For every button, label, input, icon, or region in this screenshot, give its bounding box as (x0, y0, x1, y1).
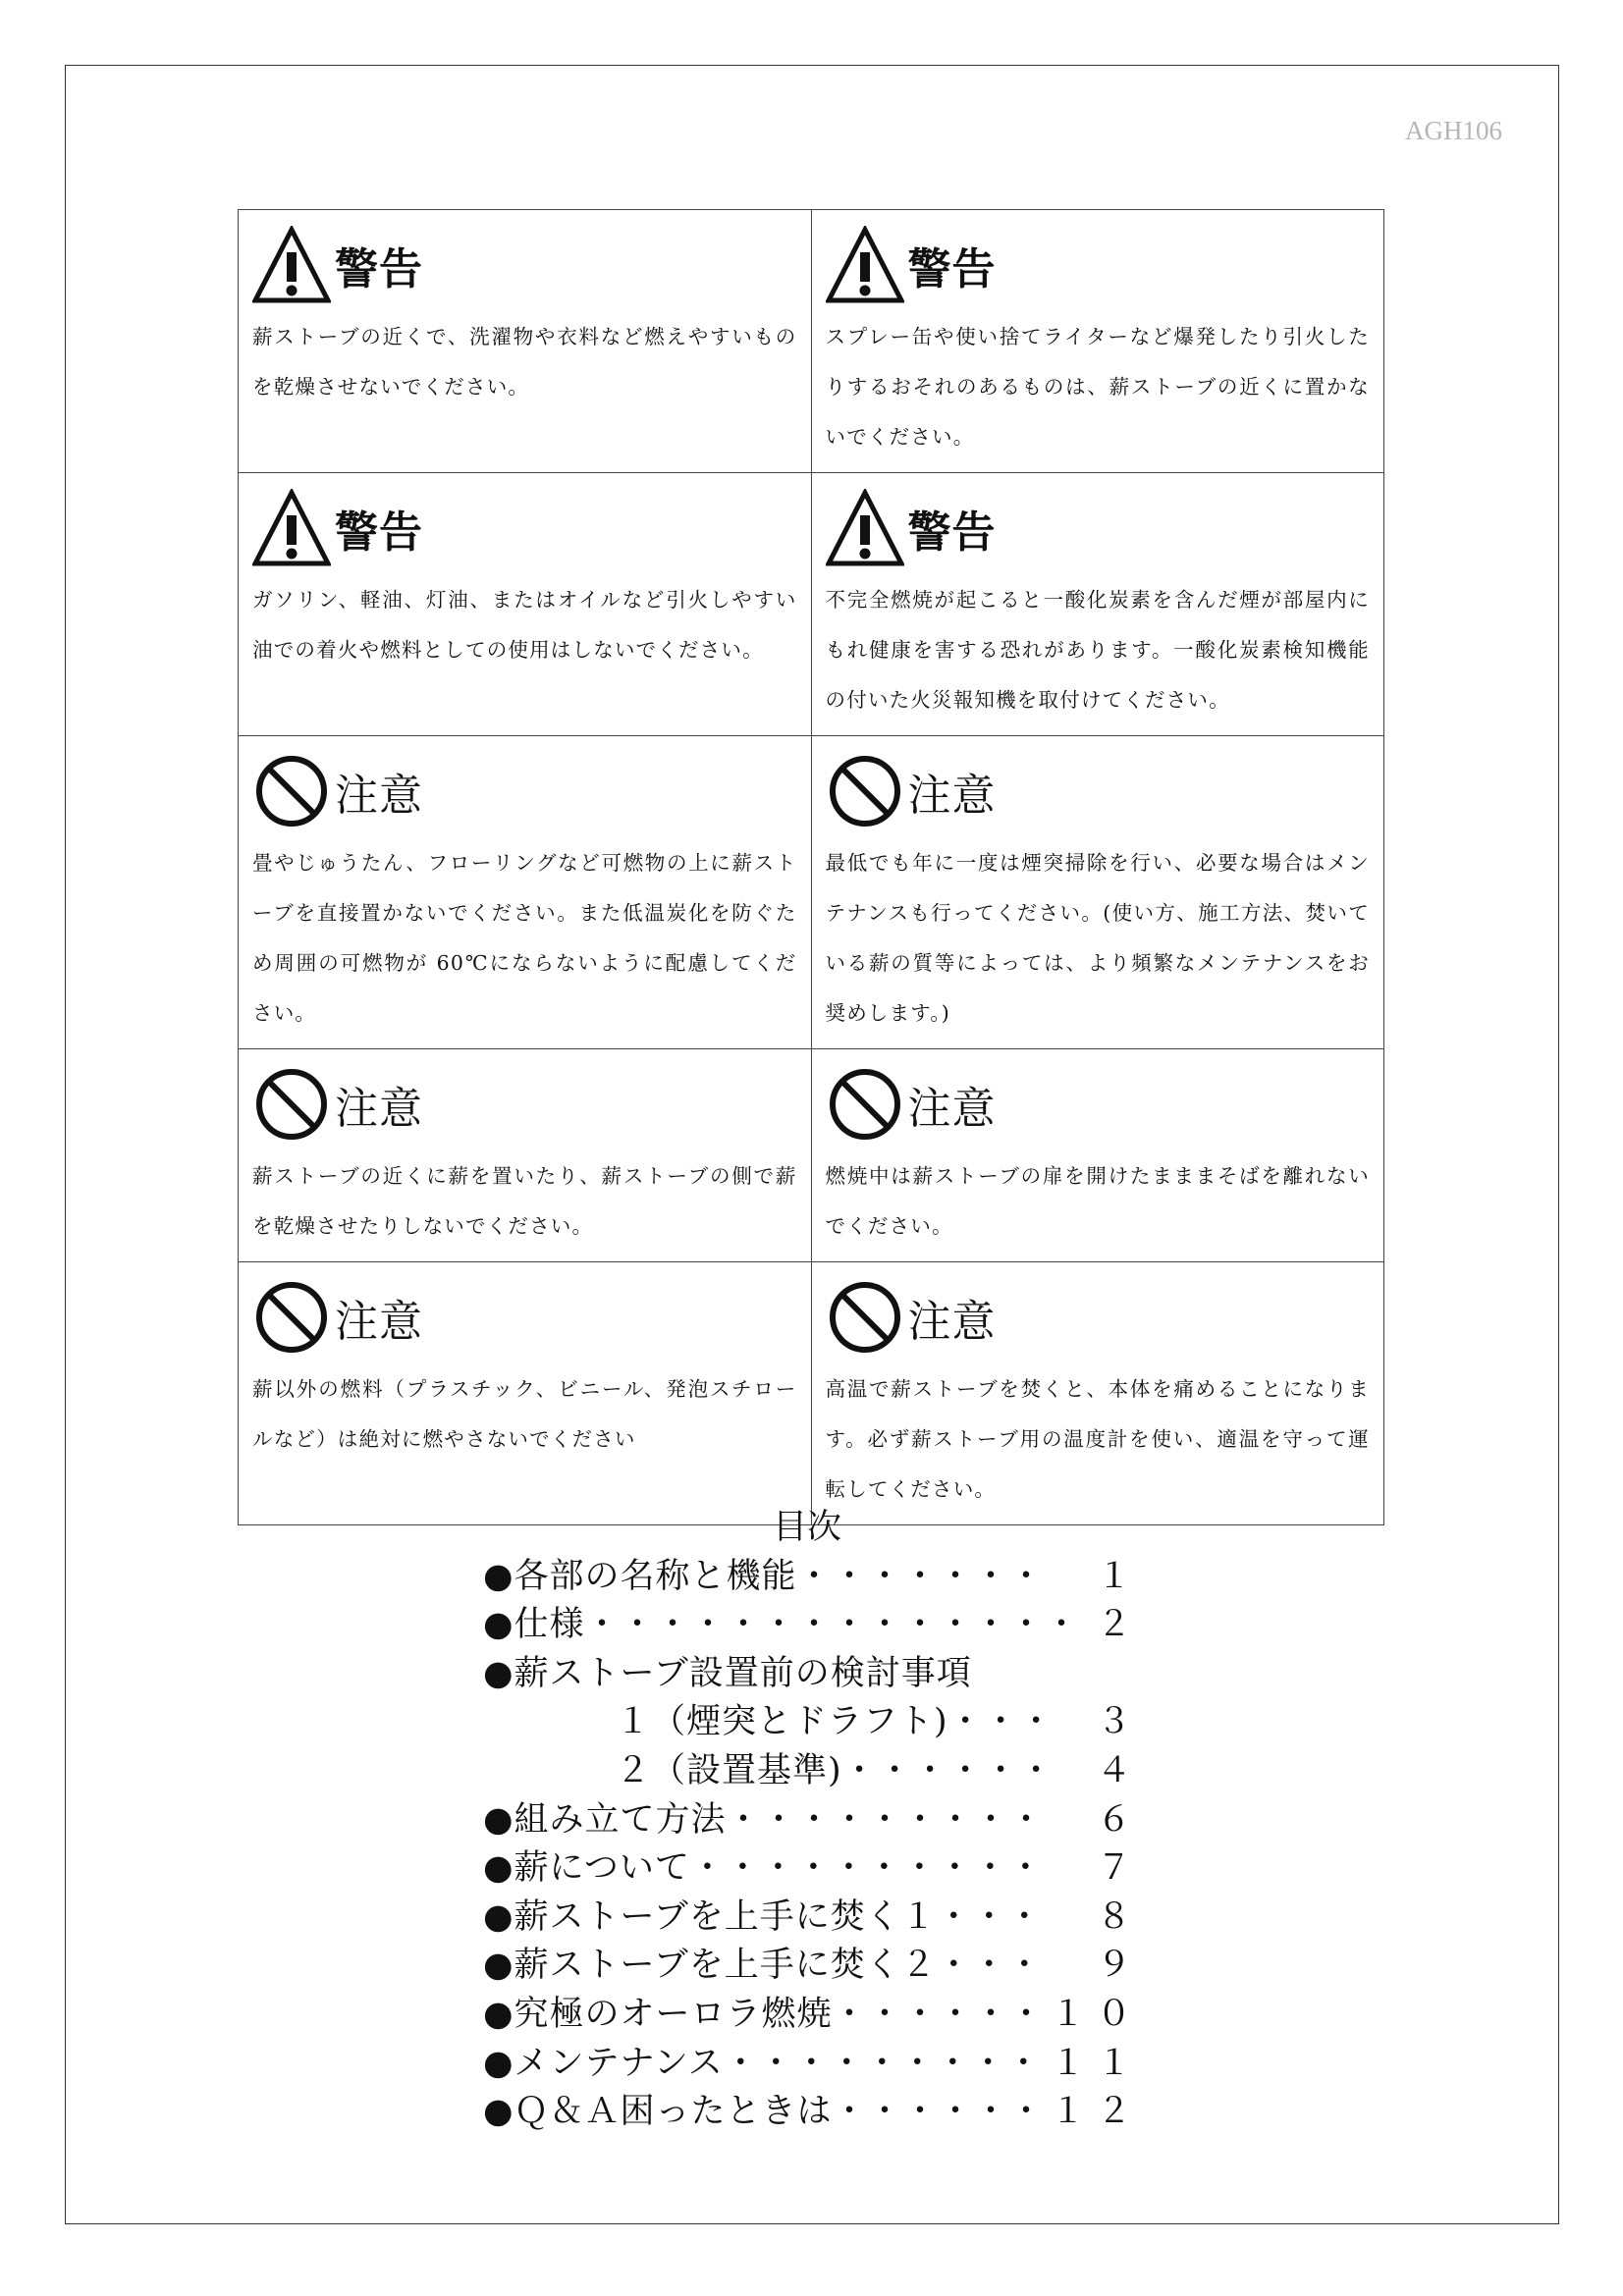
prohibition-icon (826, 1065, 904, 1144)
notice-text: ガソリン、軽油、灯油、またはオイルなど引火しやすい油での着火や燃料としての使用はしないでください。 (252, 588, 797, 662)
notice-heading: 警告 (907, 507, 997, 558)
notice-heading: 警告 (335, 244, 423, 294)
notice-cell (239, 473, 812, 736)
notice-heading: 注意 (335, 1297, 423, 1347)
toc-item-page: １２ (1050, 2092, 1143, 2132)
table-of-contents (483, 1504, 1143, 2137)
toc-item-page: ８ (1096, 1896, 1143, 1937)
toc-item (483, 1844, 1143, 1894)
toc-item (483, 1942, 1143, 1991)
toc-subitem (483, 1747, 1143, 1796)
notice-cell (239, 210, 812, 473)
safety-notices-table (238, 209, 1384, 1525)
notice-text: 高温で薪ストーブを焚くと、本体を痛めることになります。必ず薪ストーブ用の温度計を使い、適温を守って運転してください。 (825, 1377, 1370, 1501)
prohibition-icon (252, 1278, 331, 1357)
prohibition-icon (252, 1065, 331, 1144)
toc-item (483, 1553, 1143, 1602)
notice-text: 薪ストーブの近くで、洗濯物や衣料など燃えやすいものを乾燥させないでください。 (252, 325, 797, 399)
toc-item (483, 1991, 1143, 2040)
notice-text: 薪以外の燃料（プラスチック、ビニール、発泡スチロールなど）は絶対に燃やさないでください (252, 1377, 797, 1451)
notice-cell (239, 1262, 812, 1525)
toc-item-page: ３ (1096, 1702, 1143, 1742)
warning-triangle-icon (252, 489, 331, 567)
notice-heading: 注意 (335, 771, 423, 821)
toc-item-label: ●薪について・・・・・・・・・・ (483, 1848, 1044, 1889)
toc-item-page: ６ (1096, 1799, 1143, 1840)
toc-item-page: １０ (1050, 1994, 1143, 2034)
prohibition-icon (826, 752, 904, 830)
notice-text: 薪ストーブの近くに薪を置いたり、薪ストーブの側で薪を乾燥させたりしないでください。 (252, 1164, 797, 1238)
prohibition-icon (252, 752, 331, 830)
notice-text: 最低でも年に一度は煙突掃除を行い、必要な場合はメンテナンスも行ってください。(使い方、施工方法、焚いている薪の質等によっては、より頻繁なメンテナンスをお奨めします。) (825, 851, 1370, 1025)
toc-title: 目次 (772, 1508, 841, 1547)
notice-heading: 警告 (907, 244, 997, 294)
toc-item (483, 1894, 1143, 1943)
toc-item-label: ●組み立て方法・・・・・・・・・ (483, 1799, 1045, 1840)
toc-item-label: ●メンテナンス・・・・・・・・・ (483, 2043, 1042, 2083)
notice-text: 不完全燃焼が起こると一酸化炭素を含んだ煙が部屋内にもれ健康を害する恐れがあります。一酸化炭素検知機能の付いた火災報知機を取付けてください。 (825, 588, 1370, 712)
notice-cell (811, 1262, 1384, 1525)
toc-item-label: ２（設置基準)・・・・・・ (616, 1750, 1055, 1790)
notice-cell (811, 210, 1384, 473)
notice-heading: 注意 (907, 1297, 997, 1347)
prohibition-icon (826, 1278, 904, 1357)
toc-item-label: ●薪ストーブを上手に焚く１・・・ (483, 1896, 1043, 1937)
toc-item-label: ●薪ストーブを上手に焚く２・・・ (483, 1946, 1043, 1986)
document-code: AGH106 (1405, 116, 1502, 145)
toc-item (483, 2088, 1143, 2137)
toc-item-page: １１ (1050, 2043, 1143, 2083)
toc-item-label: ●Ｑ＆Ａ困ったときは・・・・・・ (483, 2092, 1045, 2132)
toc-subitem (483, 1698, 1143, 1747)
notice-heading: 注意 (907, 771, 997, 821)
notice-cell (811, 736, 1384, 1049)
notice-text: スプレー缶や使い捨てライターなど爆発したり引火したりするおそれのあるものは、薪ストーブの近くに置かないでください。 (825, 325, 1370, 449)
toc-item-label: ●各部の名称と機能・・・・・・・ (483, 1556, 1045, 1596)
toc-item (483, 2040, 1143, 2089)
notice-cell (811, 473, 1384, 736)
toc-item-label: ●薪ストーブ設置前の検討事項 (483, 1653, 972, 1693)
toc-item-page: ４ (1096, 1750, 1143, 1790)
notice-heading: 注意 (907, 1084, 997, 1134)
warning-triangle-icon (826, 489, 904, 567)
notice-cell (811, 1049, 1384, 1262)
notice-heading: 注意 (335, 1084, 423, 1134)
toc-item-page: ２ (1096, 1605, 1143, 1645)
toc-item (483, 1601, 1143, 1650)
notice-text: 燃焼中は薪ストーブの扉を開けたまままそばを離れないでください。 (825, 1164, 1370, 1238)
notice-heading: 警告 (335, 507, 423, 558)
toc-item-page: ９ (1096, 1946, 1143, 1986)
notice-cell (239, 1049, 812, 1262)
notice-cell (239, 736, 812, 1049)
toc-item-label: １（煙突とドラフト)・・・ (616, 1702, 1055, 1742)
toc-item (483, 1650, 1131, 1699)
toc-item-page: １ (1096, 1556, 1143, 1596)
toc-item-label: ●仕様・・・・・・・・・・・・・・ (483, 1605, 1080, 1645)
notice-text: 畳やじゅうたん、フローリングなど可燃物の上に薪ストーブを直接置かないでください。また低温炭化を防ぐため周囲の可燃物が 60℃にならないように配慮してください。 (252, 851, 797, 1025)
toc-item (483, 1796, 1143, 1845)
warning-triangle-icon (826, 226, 904, 304)
toc-item-page: ７ (1096, 1848, 1143, 1889)
toc-item-label: ●究極のオーロラ燃焼・・・・・・ (483, 1994, 1045, 2034)
warning-triangle-icon (252, 226, 331, 304)
